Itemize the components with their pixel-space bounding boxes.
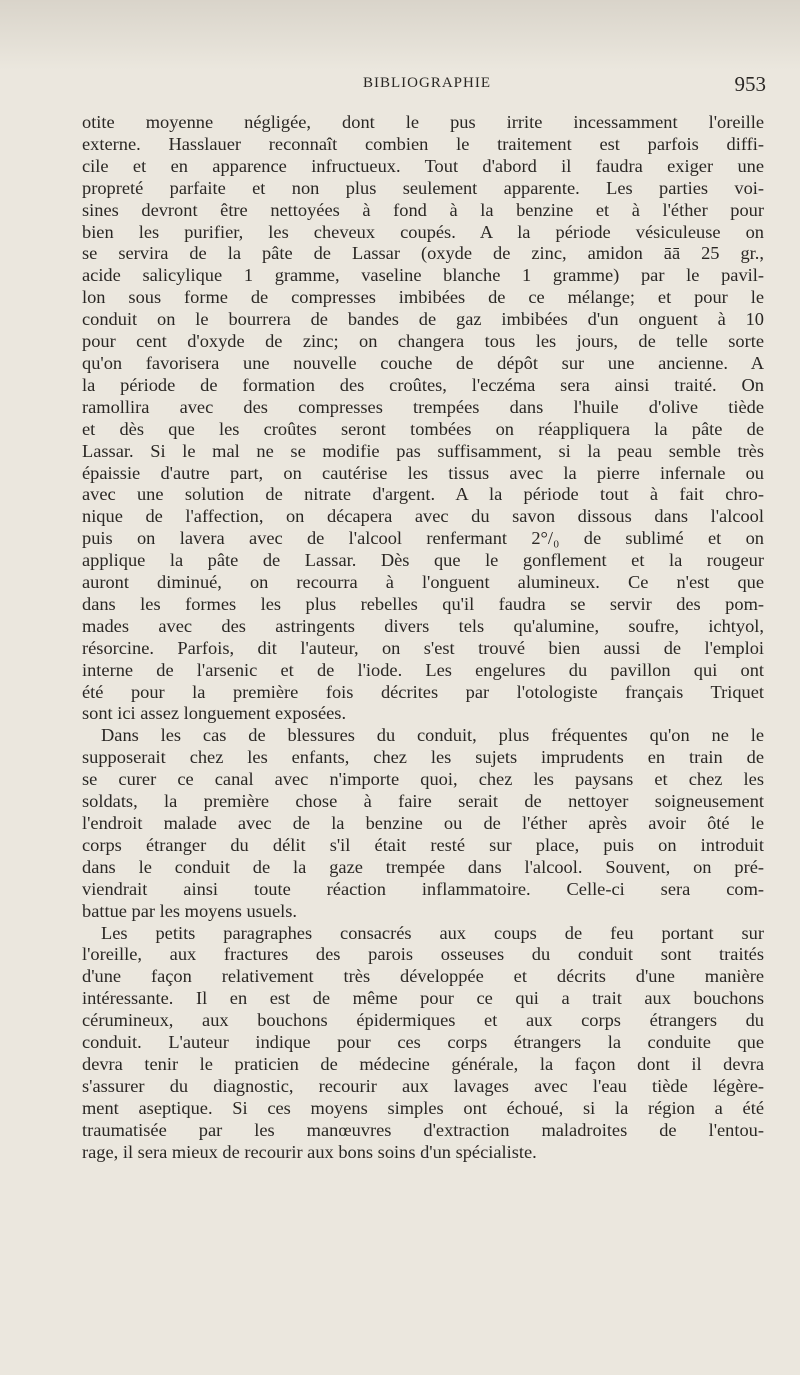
text-line: interne de l'arsenic et de l'iode. Les engelures du pavillon qui ont	[82, 659, 764, 680]
text-line: dans les formes les plus rebelles qu'il faudra se servir des pom-	[82, 593, 764, 614]
text-line: battue par les moyens usuels.	[82, 900, 298, 921]
text-line: s'assurer du diagnostic, recourir aux lavages avec l'eau tiède légère-	[82, 1075, 764, 1096]
text-line: ment aseptique. Si ces moyens simples ont échoué, si la région a été	[82, 1097, 764, 1118]
text-line: la période de formation des croûtes, l'eczéma sera ainsi traité. On	[82, 374, 764, 395]
text-line: otite moyenne négligée, dont le pus irrite incessamment l'oreille	[82, 112, 764, 132]
text-line: se curer ce canal avec n'importe quoi, chez les paysans et chez les	[82, 769, 764, 790]
text-line: puis on lavera avec de l'alcool renfermant 2°/₀ de sublimé et on	[82, 528, 764, 549]
text-line: lon sous forme de compresses imbibées de ce mélange; et pour le	[82, 287, 764, 308]
text-line: dans le conduit de la gaze trempée dans l'alcool. Souvent, on pré-	[82, 856, 764, 877]
text-line: et dès que les croûtes seront tombées on réappliquera la pâte de	[82, 418, 764, 439]
text-line: été pour la première fois décrites par l'otologiste français Triquet	[82, 681, 764, 702]
text-line: propreté parfaite et non plus seulement apparente. Les parties voi-	[82, 177, 764, 198]
text-line: traumatisée par les manœuvres d'extraction maladroites de l'entou-	[82, 1119, 764, 1140]
text-line: intéressante. Il en est de même pour ce qui a trait aux bouchons	[82, 988, 764, 1009]
text-line: avec une solution de nitrate d'argent. A la période tout à fait chro-	[82, 484, 764, 505]
text-line: devra tenir le praticien de médecine générale, la façon dont il devra	[82, 1053, 764, 1074]
body-text	[82, 112, 764, 1164]
text-line: sines devront être nettoyées à fond à la benzine et à l'éther pour	[82, 199, 764, 220]
text-line: Les petits paragraphes consacrés aux coups de feu portant sur	[101, 922, 764, 943]
text-line: externe. Hasslauer reconnaît combien le traitement est parfois diffi-	[82, 133, 764, 154]
text-line: soldats, la première chose à faire serait de nettoyer soigneusement	[82, 791, 764, 812]
text-line: cérumineux, aux bouchons épidermiques et aux corps étrangers du	[82, 1010, 764, 1031]
text-line: auront diminué, on recourra à l'onguent alumineux. Ce n'est que	[82, 572, 764, 593]
text-line: se servira de la pâte de Lassar (oxyde de zinc, amidon āā 25 gr.,	[82, 243, 764, 264]
text-line: qu'on favorisera une nouvelle couche de dépôt sur une ancienne. A	[82, 352, 764, 373]
text-line: conduit on le bourrera de bandes de gaz imbibées d'un onguent à 10	[82, 309, 764, 330]
running-header	[82, 72, 772, 96]
text-line: épaissie d'autre part, on cautérise les tissus avec la pierre infernale ou	[82, 462, 764, 483]
text-line: acide salicylique 1 gramme, vaseline blanche 1 gramme) par le pavil-	[82, 265, 764, 286]
text-line: mades avec des astringents divers tels qu'alumine, soufre, ichtyol,	[82, 615, 764, 636]
text-line: Dans les cas de blessures du conduit, plus fréquentes qu'on ne le	[101, 725, 764, 746]
page-number: 953	[734, 72, 766, 96]
text-line: résorcine. Parfois, dit l'auteur, on s'est trouvé bien aussi de l'emploi	[82, 637, 764, 658]
text-line: Lassar. Si le mal ne se modifie pas suffisamment, si la peau semble très	[82, 440, 764, 461]
running-title: BIBLIOGRAPHIE	[363, 75, 491, 91]
text-line: d'une façon relativement très développée et décrits d'une manière	[82, 966, 764, 987]
text-line: viendrait ainsi toute réaction inflammatoire. Celle-ci sera com-	[82, 878, 764, 899]
text-line: nique de l'affection, on décapera avec du savon dissous dans l'alcool	[82, 506, 764, 527]
text-line: rage, il sera mieux de recourir aux bons soins d'un spécialiste.	[82, 1141, 537, 1162]
text-line: ramollira avec des compresses trempées dans l'huile d'olive tiède	[82, 396, 764, 417]
text-line: l'endroit malade avec de la benzine ou de l'éther après avoir ôté le	[82, 813, 764, 833]
text-line: pour cent d'oxyde de zinc; on changera tous les jours, de telle sorte	[82, 331, 764, 352]
text-line: conduit. L'auteur indique pour ces corps étrangers la conduite que	[82, 1032, 764, 1053]
text-line: supposerait chez les enfants, chez les sujets imprudents en train de	[82, 747, 764, 768]
text-line: l'oreille, aux fractures des parois osseuses du conduit sont traités	[82, 944, 764, 965]
text-line: cile et en apparence infructueux. Tout d'abord il faudra exiger une	[82, 155, 764, 176]
text-line: applique la pâte de Lassar. Dès que le gonflement et la rougeur	[82, 550, 764, 571]
text-line: sont ici assez longuement exposées.	[82, 703, 347, 724]
text-line: corps étranger du délit s'il était resté sur place, puis on introduit	[82, 834, 764, 855]
text-line: bien les purifier, les cheveux coupés. A la période vésiculeuse on	[82, 221, 764, 242]
